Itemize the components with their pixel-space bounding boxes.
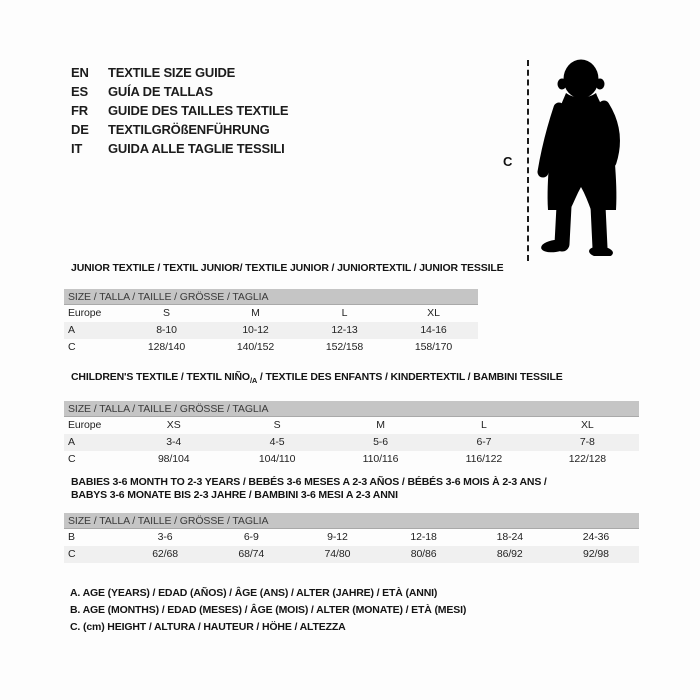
height-cell: 68/74 [238,548,265,560]
babies-textile-section [64,476,639,563]
language-code: IT [71,141,83,156]
language-code: ES [71,84,88,99]
footnote-height-cm: C. (cm) HEIGHT / ALTURA / HAUTEUR / HÖHE / ALTEZZA [70,621,346,633]
heading-subscript: /A [249,376,258,386]
size-header-bar: SIZE / TALLA / TAILLE / GRÖSSE / TAGLIA [64,289,478,305]
table-row-age [64,322,478,339]
language-title: GUÍA DE TALLAS [108,84,213,99]
age-cell: 10-12 [242,324,269,336]
height-cell: 86/92 [496,548,523,560]
row-label: C [68,453,76,466]
age-cell: 14-16 [420,324,447,336]
height-cell: 158/170 [414,341,453,353]
table-row-age-months [64,529,639,546]
section-heading-children [64,371,639,387]
size-cell: XL [581,419,594,432]
age-cell: 3-4 [166,436,182,449]
table-row-europe [64,417,639,434]
size-cell: M [376,419,385,432]
height-cell: 92/98 [583,548,609,560]
row-label: Europe [68,307,102,319]
language-row-fr [71,101,288,120]
age-cell: 24-36 [582,531,610,543]
height-cell: 116/122 [465,453,503,466]
age-cell: 3-6 [157,531,173,543]
height-cell: 128/140 [147,341,186,353]
size-cell: XS [166,419,181,432]
height-cell: 140/152 [236,341,275,353]
section-heading-babies-line1: BABIES 3-6 MONTH TO 2-3 YEARS / BEBÉS 3-6 MESES A 2-3 AÑOS / BÉBÉS 3-6 MOIS À 2-3 ANS / [71,476,547,488]
junior-textile-section [64,262,504,356]
language-title: GUIDA ALLE TAGLIE TESSILI [108,141,285,156]
row-label: A [68,436,75,449]
section-heading-babies-line2: BABYS 3-6 MONATE BIS 2-3 JAHRE / BAMBINI 3-6 MESI A 2-3 ANNI [71,489,398,501]
row-label: C [68,548,76,560]
language-code: DE [71,122,89,137]
size-header-bar: SIZE / TALLA / TAILLE / GRÖSSE / TAGLIA [64,513,639,529]
age-cell: 8-10 [156,324,177,336]
section-heading-junior: JUNIOR TEXTILE / TEXTIL JUNIOR/ TEXTILE JUNIOR / JUNIORTEXTIL / JUNIOR TESSILE [71,262,504,274]
size-cell: M [251,307,260,319]
height-cell: 74/80 [324,548,351,560]
height-dashed-line [527,60,529,261]
size-cell: XL [427,307,440,319]
language-row-it [71,139,288,158]
footnote-age-months: B. AGE (MONTHS) / EDAD (MESES) / ÂGE (MOIS) / ALTER (MONATE) / ETÀ (MESI) [70,604,467,616]
age-cell: 5-6 [373,436,388,449]
table-row-height [64,546,639,563]
age-cell: 9-12 [327,531,348,543]
height-cell: 80/86 [410,548,437,560]
language-code: FR [71,103,88,118]
age-cell: 12-18 [410,531,437,543]
language-row-es [71,82,288,101]
height-cell: 98/104 [157,453,190,466]
age-cell: 4-5 [269,436,285,449]
height-cell: 104/110 [258,453,296,466]
table-row-height [64,451,639,468]
row-label: Europe [68,419,102,432]
table-row-europe [64,305,478,322]
heading-text: CHILDREN'S TEXTILE / TEXTIL NIÑO [71,371,250,383]
size-cell: L [341,307,348,319]
language-code: EN [71,65,89,80]
table-row-age [64,434,639,451]
language-title: TEXTILGRÖßENFÜHRUNG [108,122,270,137]
height-cell: 110/116 [362,453,399,466]
childrens-textile-section [64,371,639,468]
age-cell: 12-13 [331,324,358,336]
footnote-age-years: A. AGE (YEARS) / EDAD (AÑOS) / ÂGE (ANS) / ALTER (JAHRE) / ETÀ (ANNI) [70,587,438,599]
age-cell: 18-24 [496,531,523,543]
row-label: A [68,324,75,336]
toddler-silhouette-icon [536,56,628,256]
size-cell: S [273,419,281,432]
table-row-height [64,339,478,356]
height-cell: 62/68 [152,548,178,560]
size-header-bar: SIZE / TALLA / TAILLE / GRÖSSE / TAGLIA [64,401,639,417]
age-cell: 6-7 [476,436,492,449]
language-list [71,63,288,158]
heading-text: / TEXTILE DES ENFANTS / KINDERTEXTIL / BAMBINI TESSILE [257,371,563,383]
height-measure-label: C [503,154,513,169]
size-cell: L [481,419,487,432]
language-title: TEXTILE SIZE GUIDE [108,65,236,80]
height-cell: 152/158 [325,341,364,353]
language-row-en [71,63,288,82]
language-row-de [71,120,288,139]
footnotes [70,585,466,636]
height-cell: 122/128 [568,453,606,466]
row-label: B [68,531,75,543]
language-title: GUIDE DES TAILLES TEXTILE [108,103,289,118]
age-cell: 7-8 [579,436,595,449]
size-cell: S [163,307,170,319]
row-label: C [68,341,76,353]
age-cell: 6-9 [243,531,259,543]
